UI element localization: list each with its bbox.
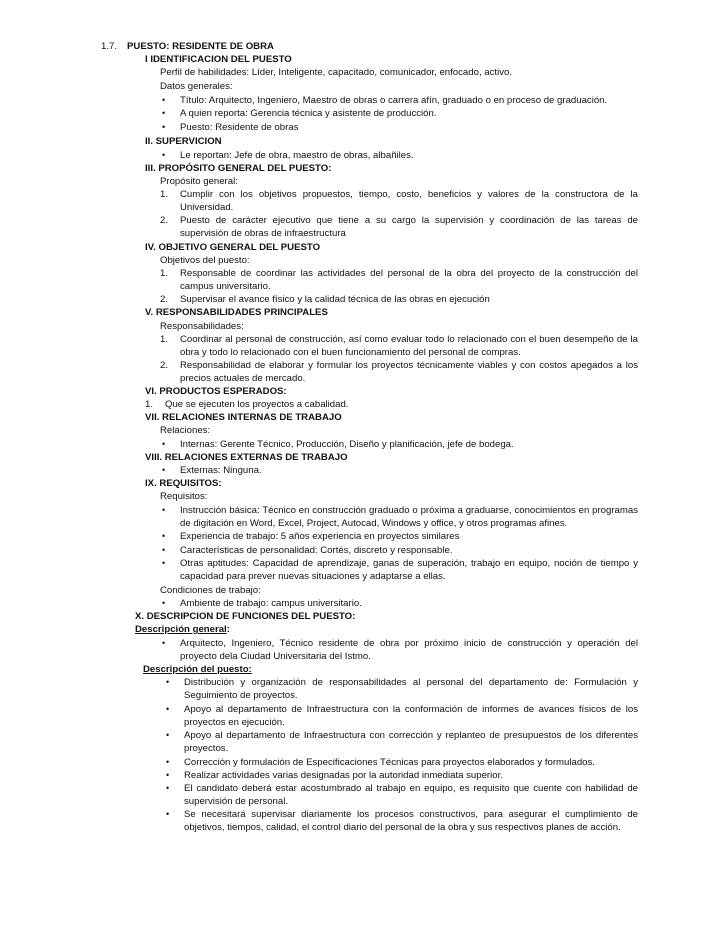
list-item: • Externas: Ninguna. [162, 465, 262, 476]
heading-relaciones-externas: VIII. RELACIONES EXTERNAS DE TRABAJO [145, 452, 348, 463]
list-item: 1. Responsable de coordinar las actividades del personal de la obra del proyecto de la construcción del campus universitario. [160, 268, 638, 293]
heading-requisitos: IX. REQUISITOS: [145, 478, 222, 489]
section-heading [101, 40, 274, 53]
list-item: • Características de personalidad: Cortés, discreto y responsable. [162, 545, 453, 556]
condiciones-label: Condiciones de trabajo: [160, 585, 261, 596]
list-item: • Apoyo al departamento de Infraestructura con corrección y replanteo de presupuestos de los diferentes proyectos. [166, 730, 638, 755]
heading-responsabilidades: V. RESPONSABILIDADES PRINCIPALES [145, 307, 328, 318]
list-item: 1. Coordinar al personal de construcción, así como evaluar todo lo relacionado con el buen desempeño de la obra y todo lo relacionado con el buen funcionamiento del personal de compras. [160, 334, 638, 359]
list-item: • Puesto: Residente de obras [162, 122, 299, 133]
heading-objetivo: IV. OBJETIVO GENERAL DEL PUESTO [145, 242, 321, 253]
list-item: • Apoyo al departamento de Infraestructura con la conformación de informes de avances físicos de los proyectos en ejecución. [166, 704, 638, 729]
responsabilidades-label: Responsabilidades: [160, 321, 244, 332]
list-item: 1. Que se ejecuten los proyectos a cabalidad. [145, 399, 349, 410]
heading-productos: VI. PRODUCTOS ESPERADOS: [145, 386, 287, 397]
list-item: 1. Cumplir con los objetivos propuestos, tiempo, costo, beneficios y valores de la constructora de la Universidad. [160, 189, 638, 214]
list-item: • Ambiente de trabajo: campus universitario. [162, 598, 362, 609]
list-item: • Otras aptitudes: Capacidad de aprendizaje, ganas de superación, trabajo en equipo, noción de tiempo y capacidad para prever nuevas situaciones y adaptarse a ellas. [162, 558, 638, 583]
list-item: • Internas: Gerente Técnico, Producción, Diseño y planificación, jefe de bodega. [162, 439, 514, 450]
requisitos-label: Requisitos: [160, 491, 208, 502]
proposito-label: Propósito general: [160, 176, 238, 187]
heading-identificacion: I IDENTIFICACION DEL PUESTO [145, 54, 292, 65]
list-item: • Título: Arquitecto, Ingeniero, Maestro de obras o carrera afín, graduado o en proceso de graduación. [162, 95, 608, 106]
heading-relaciones-internas: VII. RELACIONES INTERNAS DE TRABAJO [145, 412, 342, 423]
list-item: 2. Responsabilidad de elaborar y formular los proyectos técnicamente viables y con costos apegados a los precios actuales de mercado. [160, 360, 638, 385]
list-item: 2. Puesto de carácter ejecutivo que tiene a su cargo la supervisión y coordinación de las tareas de supervisión de obras de infraestructura [160, 215, 638, 240]
objetivos-label: Objetivos del puesto: [160, 255, 250, 266]
list-item: 2. Supervisar el avance físico y la calidad técnica de las obras en ejecución [160, 294, 490, 305]
list-item: • Instrucción básica: Técnico en construcción graduado o próxima a graduarse, conocimientos en programas de digitación en Word, Excel, Project, Autocad, Windows y office, y otros programas afines. [162, 505, 638, 530]
perfil-habilidades: Perfil de habilidades: Líder, Inteligente, capacitado, comunicador, enfocado, activo. [160, 67, 512, 78]
list-item: • Realizar actividades varias designadas por la autoridad inmediata superior. [166, 770, 503, 781]
list-item: • Experiencia de trabajo: 5 años experiencia en proyectos similares [162, 531, 460, 542]
list-item: • Se necesitará supervisar diariamente los procesos constructivos, para asegurar el cumplimiento de objetivos, tiempos, calidad, el control diario del personal de la obra y sus respectivos planes de acción. [166, 809, 638, 834]
descripcion-general-label: Descripción general: [135, 624, 230, 635]
list-item: • Corrección y formulación de Especificaciones Técnicas para proyectos elaborados y formulados. [166, 757, 595, 768]
descripcion-puesto-label: Descripción del puesto: [143, 664, 252, 675]
list-item: • El candidato deberá estar acostumbrado al trabajo en equipo, es requisito que cuente con habilidad de supervisión de personal. [166, 783, 638, 808]
section-number: 1.7. [101, 41, 118, 52]
list-item: • Distribución y organización de responsabilidades al personal del departamento de: Formulación y Seguimiento de proyectos. [166, 677, 638, 702]
relaciones-label: Relaciones: [160, 425, 211, 436]
heading-supervicion: II. SUPERVICION [145, 136, 222, 147]
section-title: PUESTO: RESIDENTE DE OBRA [127, 41, 274, 52]
heading-descripcion-funciones: X. DESCRIPCION DE FUNCIONES DEL PUESTO: [135, 611, 356, 622]
list-item: • A quien reporta: Gerencia técnica y asistente de producción. [162, 108, 437, 119]
datos-generales-label: Datos generales: [160, 81, 233, 92]
heading-proposito: III. PROPÓSITO GENERAL DEL PUESTO: [145, 163, 332, 174]
list-item: • Arquitecto, Ingeniero, Técnico residente de obra por próximo inicio de construcción y operación del proyecto dela Ciudad Universitaria del Istmo. [162, 638, 638, 663]
list-item: • Le reportan: Jefe de obra, maestro de obras, albañiles. [162, 150, 414, 161]
